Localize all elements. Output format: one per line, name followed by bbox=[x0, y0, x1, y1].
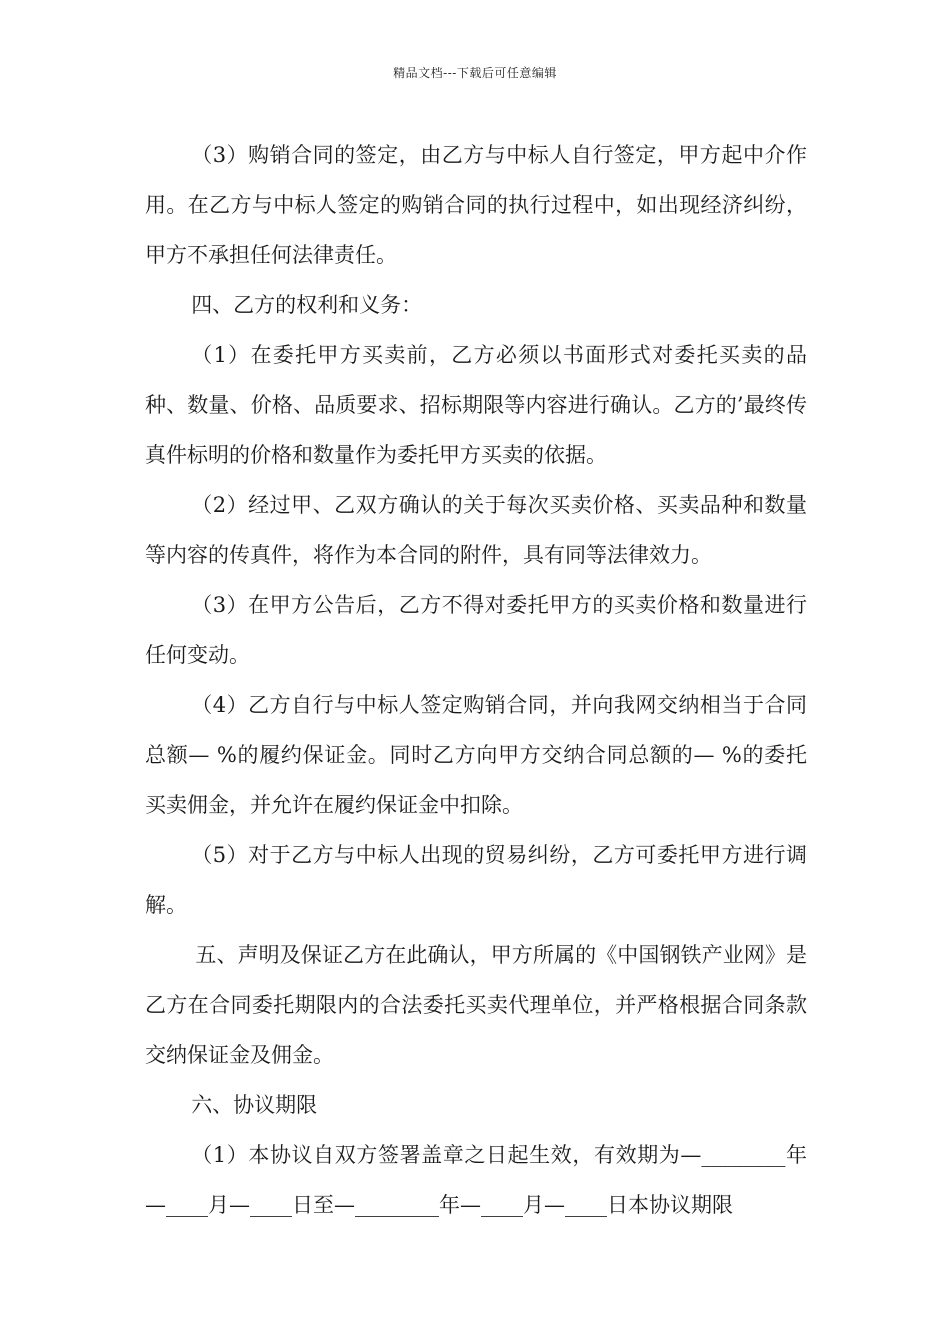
section-6-heading: 六、协议期限 bbox=[191, 1093, 318, 1117]
clause-4-4: （4）乙方自行与中标人签定购销合同，并向我网交纳相当于合同总额— %的履约保证金。同时乙方向甲方交纳合同总额的— %的委托买卖佣金，并允许在履约保证金中扣除。 bbox=[145, 693, 807, 817]
clause-4-5: （5）对于乙方与中标人出现的贸易纠纷，乙方可委托甲方进行调解。 bbox=[145, 843, 807, 917]
clause-4-2: （2）经过甲、乙双方确认的关于每次买卖价格、买卖品种和数量等内容的传真件，将作为本合同的附件，具有同等法律效力。 bbox=[145, 493, 807, 567]
section-4-heading: 四、乙方的权利和义务： bbox=[191, 293, 423, 317]
page-header: 精品文档---下载后可任意编辑 bbox=[393, 66, 557, 80]
clause-4-1: （1）在委托甲方买卖前，乙方必须以书面形式对委托买卖的品种、数量、价格、品质要求、招标期限等内容进行确认。乙方的’最终传真件标明的价格和数量作为委托甲方买卖的依据。 bbox=[145, 343, 807, 467]
clause-3-signing: （3）购销合同的签定，由乙方与中标人自行签定，甲方起中介作用。在乙方与中标人签定的购销合同的执行过程中，如出现经济纠纷，甲方不承担任何法律责任。 bbox=[145, 143, 807, 267]
document-body bbox=[145, 130, 807, 1230]
clause-6-1: （1）本协议自双方签署盖章之日起生效，有效期为—________年—____月—____日至—________年—____月—____日本协议期限 bbox=[145, 1143, 807, 1217]
section-5-declaration: 五、声明及保证乙方在此确认，甲方所属的《中国钢铁产业网》是乙方在合同委托期限内的合法委托买卖代理单位，并严格根据合同条款交纳保证金及佣金。 bbox=[145, 943, 807, 1067]
clause-4-3: （3）在甲方公告后，乙方不得对委托甲方的买卖价格和数量进行任何变动。 bbox=[145, 593, 807, 667]
